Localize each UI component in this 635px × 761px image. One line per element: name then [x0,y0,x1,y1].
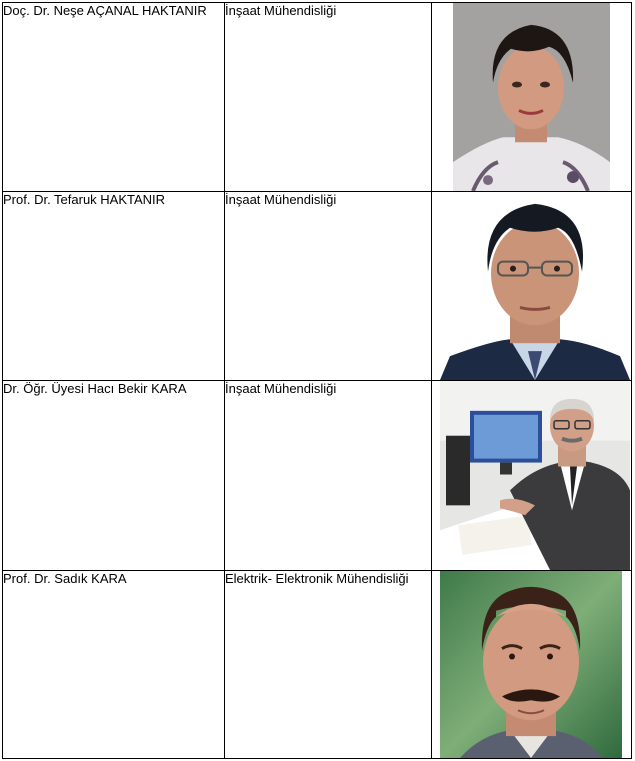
portrait-woman-photo [453,3,610,191]
table-row [3,571,632,759]
portrait-man-glasses-photo [440,192,630,380]
portrait-man-desk-photo [440,381,630,570]
photo-cell [432,381,632,571]
table-row [3,381,632,571]
person-department: Elektrik- Elektronik Mühendisliği [225,571,432,759]
photo-cell [432,3,632,192]
person-department: İnşaat Mühendisliği [225,3,432,192]
person-name: Prof. Dr. Tefaruk HAKTANIR [3,192,225,381]
person-name: Doç. Dr. Neşe AÇANAL HAKTANIR [3,3,225,192]
table-row [3,192,632,381]
portrait-man-mustache-photo [440,571,622,758]
person-department: İnşaat Mühendisliği [225,192,432,381]
table-row [3,3,632,192]
photo-cell [432,571,632,759]
person-department: İnşaat Mühendisliği [225,381,432,571]
person-name: Prof. Dr. Sadık KARA [3,571,225,759]
photo-cell [432,192,632,381]
person-name: Dr. Öğr. Üyesi Hacı Bekir KARA [3,381,225,571]
staff-table [2,2,632,759]
